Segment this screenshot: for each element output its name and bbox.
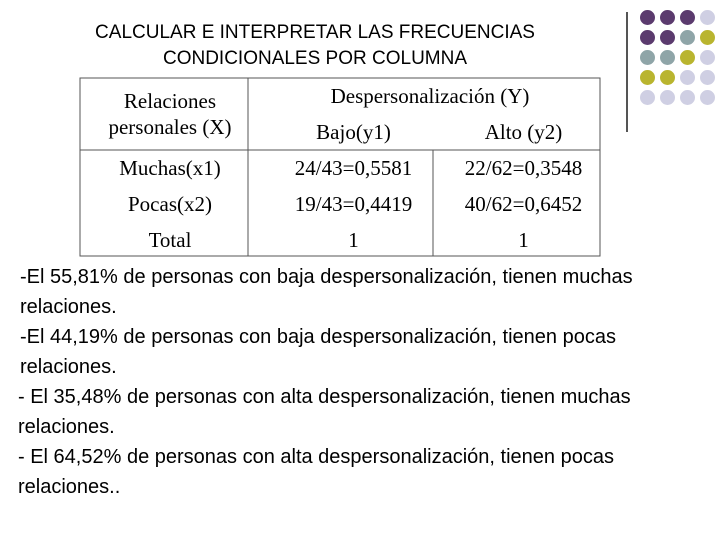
dot bbox=[640, 50, 655, 65]
dot bbox=[700, 10, 715, 25]
interpretation-item: -El 44,19% de personas con baja despersonalización, tienen pocas relaciones. bbox=[20, 326, 616, 378]
row-label-pocas: Pocas(x2) bbox=[128, 191, 212, 216]
frequency-table bbox=[80, 78, 600, 258]
dot bbox=[640, 70, 655, 85]
cell-pocas-alto: 40/62=0,6452 bbox=[464, 191, 583, 216]
column-header: Despersonalización (Y) bbox=[330, 83, 530, 108]
cell-total-bajo: 1 bbox=[348, 227, 359, 252]
dot bbox=[680, 50, 695, 65]
interpretation-list bbox=[18, 262, 708, 502]
title-line-2: CONDICIONALES POR COLUMNA bbox=[162, 48, 468, 69]
cell-total-alto: 1 bbox=[518, 227, 529, 252]
interpretation-item: - El 64,52% de personas con alta despersonalización, tienen pocas relaciones.. bbox=[18, 446, 614, 498]
cell-pocas-bajo: 19/43=0,4419 bbox=[294, 191, 413, 216]
dot bbox=[660, 50, 675, 65]
dot bbox=[700, 70, 715, 85]
dot bbox=[700, 50, 715, 65]
dot bbox=[700, 90, 715, 105]
decorative-divider bbox=[626, 12, 628, 132]
row-label-muchas: Muchas(x1) bbox=[119, 155, 221, 180]
dot bbox=[640, 10, 655, 25]
row-label-total: Total bbox=[148, 227, 192, 252]
title-line-1: CALCULAR E INTERPRETAR LAS FRECUENCIAS bbox=[95, 22, 535, 43]
dot bbox=[660, 10, 675, 25]
column-alto-header: Alto (y2) bbox=[484, 119, 563, 144]
column-bajo-header: Bajo(y1) bbox=[316, 119, 391, 144]
cell-muchas-alto: 22/62=0,3548 bbox=[464, 155, 583, 180]
dot bbox=[700, 30, 715, 45]
dot bbox=[660, 90, 675, 105]
cell-muchas-bajo: 24/43=0,5581 bbox=[294, 155, 413, 180]
row-header-line-1: Relaciones bbox=[123, 89, 217, 113]
row-header-line-2: personales (X) bbox=[108, 115, 232, 139]
row-header-cell bbox=[80, 78, 260, 150]
dot bbox=[660, 30, 675, 45]
interpretation-item: -El 55,81% de personas con baja despersonalización, tienen muchas relaciones. bbox=[20, 266, 633, 318]
decorative-dot-grid bbox=[640, 10, 720, 110]
dot bbox=[660, 70, 675, 85]
dot bbox=[680, 90, 695, 105]
dot bbox=[680, 70, 695, 85]
dot bbox=[640, 30, 655, 45]
dot bbox=[680, 30, 695, 45]
interpretation-item: - El 35,48% de personas con alta despersonalización, tienen muchas relaciones. bbox=[18, 386, 631, 438]
dot bbox=[640, 90, 655, 105]
page-title bbox=[30, 20, 600, 72]
dot bbox=[680, 10, 695, 25]
